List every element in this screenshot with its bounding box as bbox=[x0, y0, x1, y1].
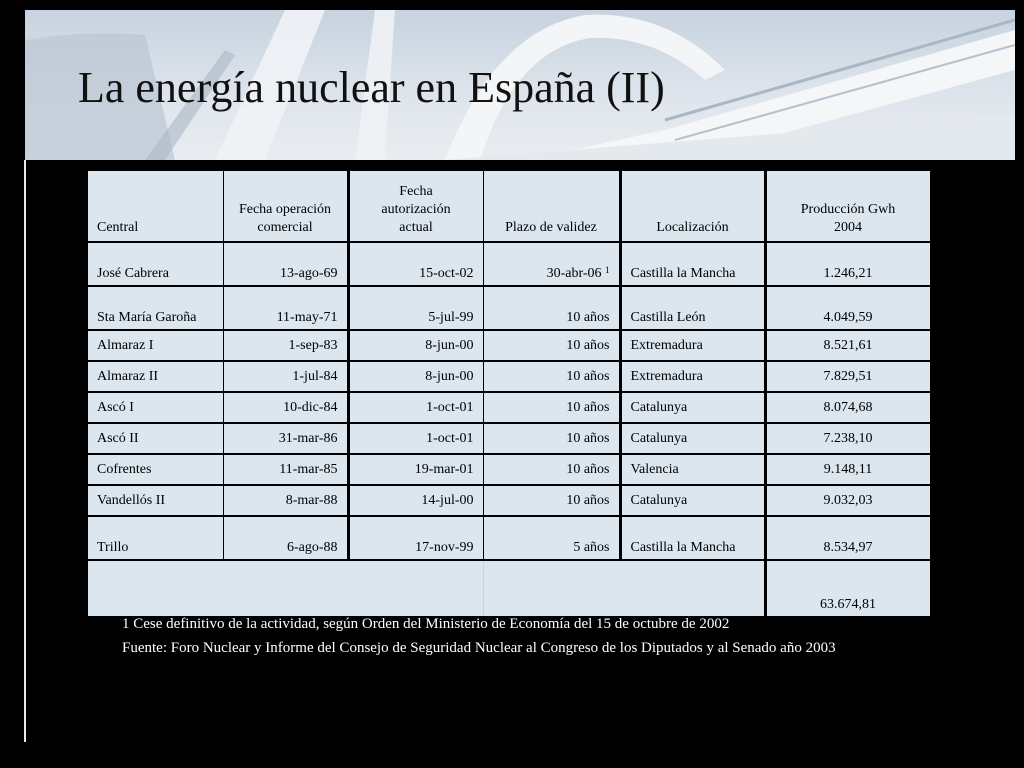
cell-autorizacion: 1-oct-01 bbox=[348, 392, 483, 423]
cell-produccion: 7.829,51 bbox=[765, 361, 930, 392]
cell-produccion: 8.534,97 bbox=[765, 516, 930, 560]
table-row bbox=[88, 516, 930, 560]
cell-produccion: 4.049,59 bbox=[765, 286, 930, 330]
nuclear-plants-table bbox=[88, 171, 930, 612]
cell-plazo: 5 años bbox=[483, 516, 620, 560]
table-row bbox=[88, 361, 930, 392]
cell-operacion: 8-mar-88 bbox=[223, 485, 348, 516]
header-produccion: Producción Gwh 2004 bbox=[765, 171, 930, 242]
cell-central: Ascó II bbox=[88, 423, 223, 454]
cell-plazo: 30-abr-06 $^1$ bbox=[483, 242, 620, 286]
header-plazo: Plazo de validez bbox=[483, 171, 620, 242]
cell-localizacion: Catalunya bbox=[620, 485, 765, 516]
cell-plazo: 10 años bbox=[483, 330, 620, 361]
cell-localizacion: Castilla la Mancha bbox=[620, 516, 765, 560]
cell-plazo: 10 años bbox=[483, 485, 620, 516]
table-header-row bbox=[88, 171, 930, 242]
total-produccion: 63.674,81 bbox=[765, 560, 930, 616]
notes-block bbox=[122, 612, 836, 660]
table-row bbox=[88, 286, 930, 330]
footnote-marker: 1 bbox=[605, 265, 610, 275]
cell-autorizacion: 19-mar-01 bbox=[348, 454, 483, 485]
cell-produccion: 1.246,21 bbox=[765, 242, 930, 286]
cell-operacion: 13-ago-69 bbox=[223, 242, 348, 286]
cell-localizacion: Extremadura bbox=[620, 361, 765, 392]
cell-central: Vandellós II bbox=[88, 485, 223, 516]
header-central: Central bbox=[88, 171, 223, 242]
cell-central: Cofrentes bbox=[88, 454, 223, 485]
cell-localizacion: Castilla la Mancha bbox=[620, 242, 765, 286]
cell-operacion: 31-mar-86 bbox=[223, 423, 348, 454]
header-banner bbox=[25, 10, 1015, 160]
cell-autorizacion: 15-oct-02 bbox=[348, 242, 483, 286]
total-empty-cell bbox=[483, 560, 765, 616]
cell-plazo: 10 años bbox=[483, 454, 620, 485]
table-row bbox=[88, 423, 930, 454]
footnote-text: 1 Cese definitivo de la actividad, según Orden del Ministerio de Economía del 15 de octubre de 2002 bbox=[122, 616, 730, 632]
cell-central: Almaraz I bbox=[88, 330, 223, 361]
cell-localizacion: Extremadura bbox=[620, 330, 765, 361]
header-fecha-autorizacion: Fecha autorización actual bbox=[348, 171, 483, 242]
header-localizacion: Localización bbox=[620, 171, 765, 242]
cell-localizacion: Catalunya bbox=[620, 423, 765, 454]
cell-central: Almaraz II bbox=[88, 361, 223, 392]
cell-autorizacion: 17-nov-99 bbox=[348, 516, 483, 560]
cell-autorizacion: 14-jul-00 bbox=[348, 485, 483, 516]
cell-plazo: 10 años bbox=[483, 392, 620, 423]
table-row bbox=[88, 330, 930, 361]
cell-produccion: 7.238,10 bbox=[765, 423, 930, 454]
source-text: Fuente: Foro Nuclear y Informe del Consejo de Seguridad Nuclear al Congreso de los Diputados y al Senado año 2003 bbox=[122, 640, 836, 656]
cell-plazo: 10 años bbox=[483, 361, 620, 392]
cell-plazo: 10 años bbox=[483, 286, 620, 330]
cell-central: Trillo bbox=[88, 516, 223, 560]
cell-autorizacion: 1-oct-01 bbox=[348, 423, 483, 454]
cell-produccion: 8.074,68 bbox=[765, 392, 930, 423]
cell-produccion: 8.521,61 bbox=[765, 330, 930, 361]
cell-operacion: 11-may-71 bbox=[223, 286, 348, 330]
cell-central: Ascó I bbox=[88, 392, 223, 423]
table-row bbox=[88, 392, 930, 423]
cell-localizacion: Castilla León bbox=[620, 286, 765, 330]
cell-autorizacion: 8-jun-00 bbox=[348, 361, 483, 392]
cell-operacion: 10-dic-84 bbox=[223, 392, 348, 423]
cell-central: Sta María Garoña bbox=[88, 286, 223, 330]
cell-operacion: 6-ago-88 bbox=[223, 516, 348, 560]
table-row bbox=[88, 485, 930, 516]
left-divider-line bbox=[24, 160, 26, 742]
cell-autorizacion: 5-jul-99 bbox=[348, 286, 483, 330]
cell-plazo: 10 años bbox=[483, 423, 620, 454]
total-row bbox=[88, 560, 930, 616]
cell-central: José Cabrera bbox=[88, 242, 223, 286]
cell-operacion: 1-sep-83 bbox=[223, 330, 348, 361]
cell-operacion: 1-jul-84 bbox=[223, 361, 348, 392]
slide-title: La energía nuclear en España (II) bbox=[78, 63, 665, 112]
cell-localizacion: Catalunya bbox=[620, 392, 765, 423]
total-empty-cell bbox=[88, 560, 483, 616]
cell-produccion: 9.148,11 bbox=[765, 454, 930, 485]
cell-localizacion: Valencia bbox=[620, 454, 765, 485]
cell-produccion: 9.032,03 bbox=[765, 485, 930, 516]
cell-operacion: 11-mar-85 bbox=[223, 454, 348, 485]
header-fecha-operacion: Fecha operación comercial bbox=[223, 171, 348, 242]
cell-autorizacion: 8-jun-00 bbox=[348, 330, 483, 361]
table-row bbox=[88, 242, 930, 286]
table-row bbox=[88, 454, 930, 485]
